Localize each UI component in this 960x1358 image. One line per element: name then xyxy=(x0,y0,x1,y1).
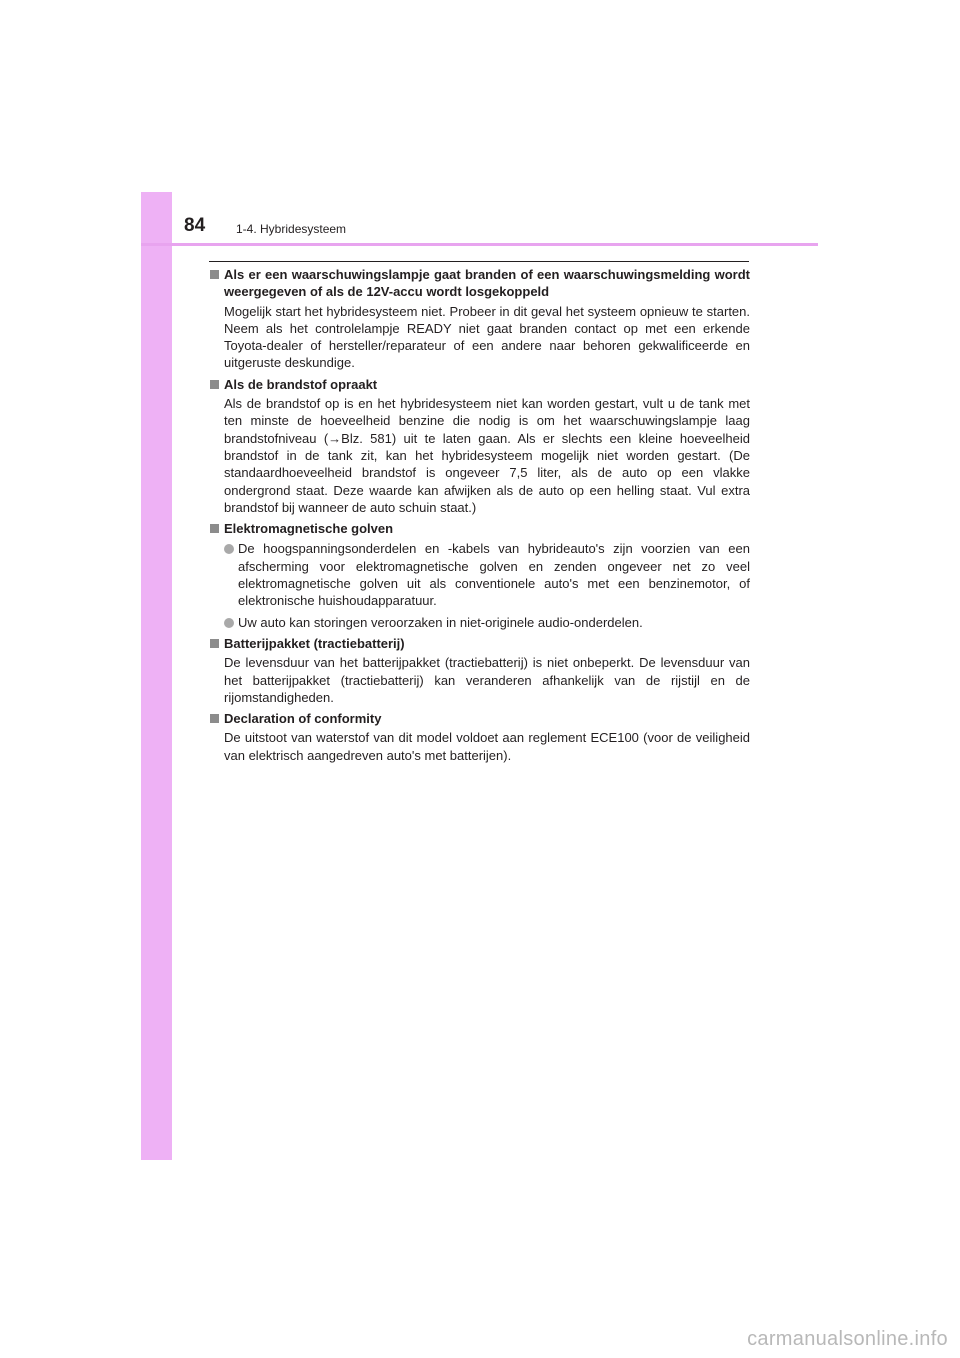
square-bullet-icon xyxy=(210,270,219,279)
side-tab-strip xyxy=(141,192,172,1160)
list-item xyxy=(209,540,750,609)
section-heading xyxy=(209,635,750,652)
content xyxy=(209,266,750,768)
section-heading xyxy=(209,710,750,727)
section-heading xyxy=(209,376,750,393)
list-item-text: De hoogspanningsonderdelen en -kabels van hybrideauto's zijn voorzien van een afscherming voor elektromagnetische golven en zenden ongeveer net zo veel elektromagnetische golven uit als conventionele auto's met een benzinemotor, of elektronische huishoudapparatuur. xyxy=(238,541,750,609)
watermark: carmanualsonline.info xyxy=(747,1328,948,1350)
round-bullet-icon xyxy=(224,618,234,628)
square-bullet-icon xyxy=(210,639,219,648)
section-declaration-of-conformity xyxy=(209,710,750,764)
page-number: 84 xyxy=(184,215,206,236)
square-bullet-icon xyxy=(210,524,219,533)
heading-text: Als er een waarschuwingslampje gaat branden of een waarschuwingsmelding wordt weergegeven of als de 12V-accu wordt losgekoppeld xyxy=(224,267,750,300)
list-item-text: Uw auto kan storingen veroorzaken in niet-originele audio-onderdelen. xyxy=(238,614,643,630)
content-top-rule xyxy=(209,261,749,262)
section-title: 1-4. Hybridesysteem xyxy=(236,222,347,236)
list-item xyxy=(209,614,750,631)
section-heading xyxy=(209,520,750,537)
round-bullet-icon xyxy=(224,544,234,554)
section-body: De levensduur van het batterijpakket (tractiebatterij) is niet onbeperkt. De levensduur van het batterijpakket (tractiebatterij) kan veranderen afhankelijk van de rijstijl en de rijomstandigheden. xyxy=(224,655,750,705)
section-battery-pack xyxy=(209,635,750,706)
heading-text: Elektromagnetische golven xyxy=(224,521,394,537)
section-heading xyxy=(209,266,750,301)
section-electromagnetic-waves xyxy=(209,520,750,631)
square-bullet-icon xyxy=(210,380,219,389)
section-body: Mogelijk start het hybridesysteem niet. Probeer in dit geval het systeem opnieuw te starten. Neem als het controlelampje READY niet gaat branden contact op met een erkende Toyota-dealer of hersteller/reparateur of een andere naar behoren gekwalificeerde en uitgeruste deskundige. xyxy=(224,303,750,371)
header-divider xyxy=(141,243,818,246)
section-body: De uitstoot van waterstof van dit model voldoet aan reglement ECE100 (voor de veiligheid van elektrisch aangedreven auto's met batterijen). xyxy=(224,730,750,763)
section-fuel-runs-out xyxy=(209,376,750,516)
section-body: Als de brandstof op is en het hybridesysteem niet kan worden gestart, vult u de tank met ten minste de hoeveelheid benzine die nodig is om het waarschuwingslampje laag brandstofniveau (→Blz. 581) uit te laten gaan. Als er slechts een kleine hoeveelheid brandstof in de tank zit, kan het hybridesysteem mogelijk niet worden gestart. (De standaardhoeveelheid brandstof is ongeveer 7,5 liter, als de auto op een vlakke ondergrond staat. Deze waarde kan afwijken als de auto op een helling staat. Vul extra brandstof bij wanneer de auto schuin staat.) xyxy=(224,396,750,515)
square-bullet-icon xyxy=(210,714,219,723)
section-warning-light xyxy=(209,266,750,372)
heading-text: Als de brandstof opraakt xyxy=(224,376,378,392)
heading-text: Batterijpakket (tractiebatterij) xyxy=(224,635,405,651)
heading-text: Declaration of conformity xyxy=(224,711,382,727)
